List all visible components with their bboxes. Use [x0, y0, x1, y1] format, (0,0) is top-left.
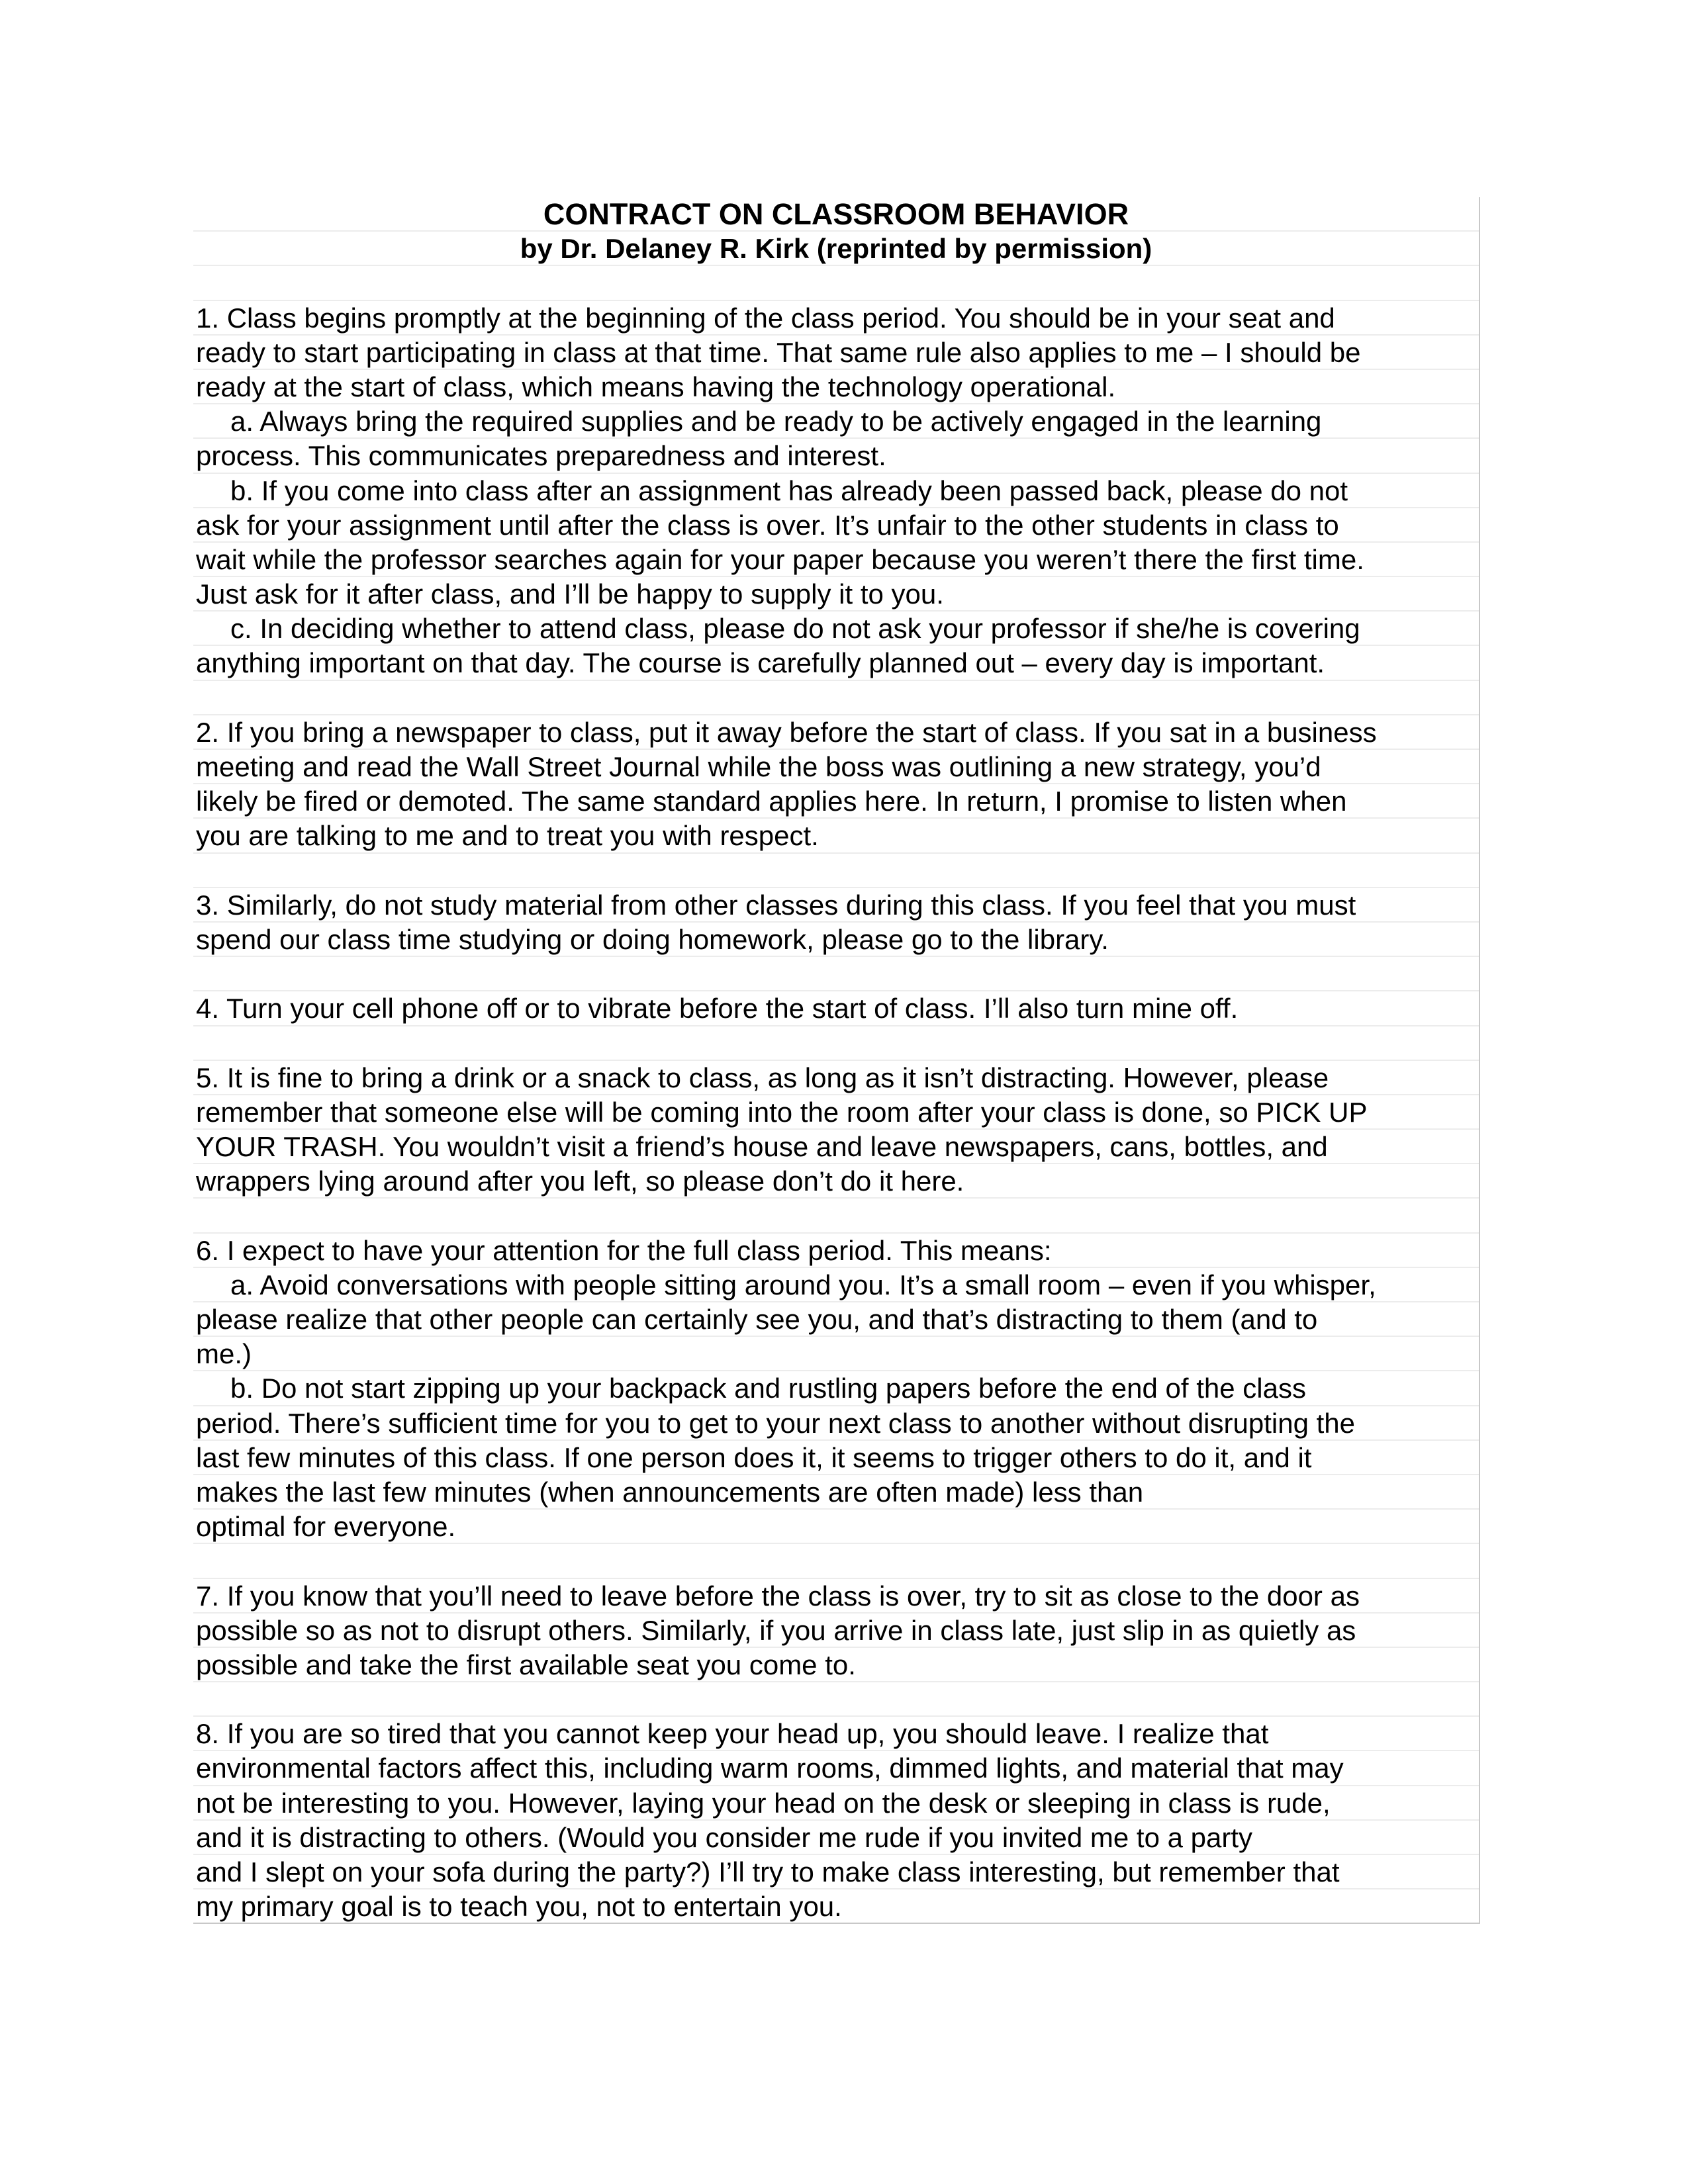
contract-line: 6. I expect to have your attention for the full class period. This means: [193, 1234, 1479, 1268]
document-title: CONTRACT ON CLASSROOM BEHAVIOR [193, 197, 1479, 232]
contract-line: 1. Class begins promptly at the beginning of the class period. You should be in your seat and [193, 301, 1479, 336]
contract-line: and it is distracting to others. (Would you consider me rude if you invited me to a party [193, 1821, 1479, 1855]
contract-line: me.) [193, 1337, 1479, 1371]
contract-line: anything important on that day. The course is carefully planned out – every day is important. [193, 646, 1479, 680]
contract-line: a. Always bring the required supplies and be ready to be actively engaged in the learning [193, 404, 1479, 439]
contract-line: 2. If you bring a newspaper to class, put it away before the start of class. If you sat in a business [193, 715, 1479, 750]
contract-line: process. This communicates preparedness and interest. [193, 439, 1479, 473]
contract-line: likely be fired or demoted. The same standard applies here. In return, I promise to listen when [193, 784, 1479, 819]
contract-line: last few minutes of this class. If one person does it, it seems to trigger others to do it, and it [193, 1441, 1479, 1475]
blank-row [193, 1026, 1479, 1061]
contract-line: 7. If you know that you’ll need to leave before the class is over, try to sit as close to the door as [193, 1579, 1479, 1614]
contract-line: ready at the start of class, which means having the technology operational. [193, 370, 1479, 404]
contract-line: c. In deciding whether to attend class, please do not ask your professor if she/he is covering [193, 612, 1479, 646]
contract-line: makes the last few minutes (when announcements are often made) less than [193, 1475, 1479, 1510]
document-subtitle: by Dr. Delaney R. Kirk (reprinted by permission) [193, 232, 1479, 266]
contract-line: 3. Similarly, do not study material from other classes during this class. If you feel that you must [193, 888, 1479, 923]
spacer-row [193, 266, 1479, 300]
contract-line: ready to start participating in class at that time. That same rule also applies to me – I should be [193, 336, 1479, 370]
contract-body [193, 301, 1479, 1925]
contract-line: you are talking to me and to treat you with respect. [193, 819, 1479, 853]
contract-line: 5. It is fine to bring a drink or a snack to class, as long as it isn’t distracting. However, please [193, 1061, 1479, 1095]
contract-line: b. If you come into class after an assignment has already been passed back, please do not [193, 474, 1479, 508]
blank-row [193, 681, 1479, 715]
blank-row [193, 854, 1479, 888]
contract-line: not be interesting to you. However, laying your head on the desk or sleeping in class is rude, [193, 1786, 1479, 1821]
contract-line: optimal for everyone. [193, 1510, 1479, 1544]
contract-line: environmental factors affect this, including warm rooms, dimmed lights, and material that may [193, 1751, 1479, 1786]
blank-row [193, 957, 1479, 991]
contract-line: and I slept on your sofa during the party?) I’ll try to make class interesting, but remember that [193, 1855, 1479, 1889]
contract-line: b. Do not start zipping up your backpack and rustling papers before the end of the class [193, 1371, 1479, 1406]
contract-line: Just ask for it after class, and I’ll be happy to supply it to you. [193, 577, 1479, 612]
contract-line: 8. If you are so tired that you cannot keep your head up, you should leave. I realize that [193, 1717, 1479, 1751]
contract-line: please realize that other people can certainly see you, and that’s distracting to them (and to [193, 1302, 1479, 1337]
contract-line: YOUR TRASH. You wouldn’t visit a friend’s house and leave newspapers, cans, bottles, and [193, 1130, 1479, 1164]
contract-line: ask for your assignment until after the class is over. It’s unfair to the other students in class to [193, 508, 1479, 543]
contract-line: spend our class time studying or doing homework, please go to the library. [193, 923, 1479, 957]
contract-line: meeting and read the Wall Street Journal while the boss was outlining a new strategy, you’d [193, 750, 1479, 784]
contract-line: 4. Turn your cell phone off or to vibrate before the start of class. I’ll also turn mine off. [193, 991, 1479, 1026]
blank-row [193, 1682, 1479, 1717]
contract-line: remember that someone else will be coming into the room after your class is done, so PICK UP [193, 1095, 1479, 1130]
contract-line: a. Avoid conversations with people sitting around you. It’s a small room – even if you whisper, [193, 1268, 1479, 1302]
contract-line: period. There’s sufficient time for you to get to your next class to another without disrupting the [193, 1406, 1479, 1441]
contract-line: possible and take the first available seat you come to. [193, 1648, 1479, 1682]
document-sheet [193, 197, 1480, 1924]
contract-line: wrappers lying around after you left, so please don’t do it here. [193, 1164, 1479, 1199]
blank-row [193, 1199, 1479, 1233]
contract-line: possible so as not to disrupt others. Similarly, if you arrive in class late, just slip in as quietly as [193, 1614, 1479, 1648]
contract-line: my primary goal is to teach you, not to entertain you. [193, 1889, 1479, 1924]
contract-line: wait while the professor searches again for your paper because you weren’t there the first time. [193, 543, 1479, 577]
blank-row [193, 1544, 1479, 1578]
